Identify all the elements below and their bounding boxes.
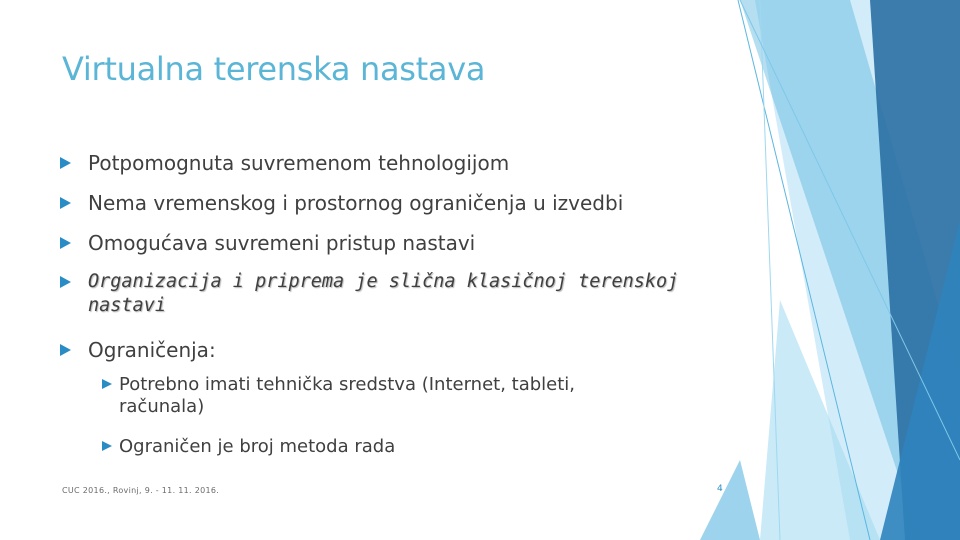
- slide-title: Virtualna terenska nastava: [62, 50, 486, 88]
- sub-bullet-text: Ograničen je broj metoda rada: [119, 436, 396, 457]
- bullet-item: [60, 338, 700, 362]
- bullet-text: Ograničenja:: [88, 338, 216, 362]
- triangle-right-icon: [60, 237, 71, 249]
- bullet-item: [60, 191, 700, 215]
- bullet-item: [60, 151, 700, 175]
- bullet-item: [60, 231, 700, 255]
- sub-bullet-item: [102, 374, 662, 418]
- sub-bullet-item: [102, 436, 662, 458]
- triangle-right-icon: [60, 344, 71, 356]
- page-number: 4: [717, 484, 723, 494]
- triangle-right-icon: [102, 441, 112, 451]
- slide-footer: CUC 2016., Rovinj, 9. - 11. 11. 2016.: [62, 486, 220, 495]
- triangle-right-icon: [102, 379, 112, 389]
- bullet-text: Nema vremenskog i prostornog ograničenja u izvedbi: [88, 191, 624, 215]
- triangle-right-icon: [60, 197, 71, 209]
- bullet-text: Organizacija i priprema je slična klasičnoj terenskoj nastavi: [88, 271, 679, 316]
- bullet-text: Potpomognuta suvremenom tehnologijom: [88, 151, 510, 175]
- sub-bullet-text: Potrebno imati tehnička sredstva (Internet, tableti, računala): [119, 374, 576, 417]
- bullet-item-emphasized: [60, 270, 700, 318]
- triangle-right-icon: [60, 276, 71, 288]
- triangle-right-icon: [60, 157, 71, 169]
- bullet-text: Omogućava suvremeni pristup nastavi: [88, 231, 476, 255]
